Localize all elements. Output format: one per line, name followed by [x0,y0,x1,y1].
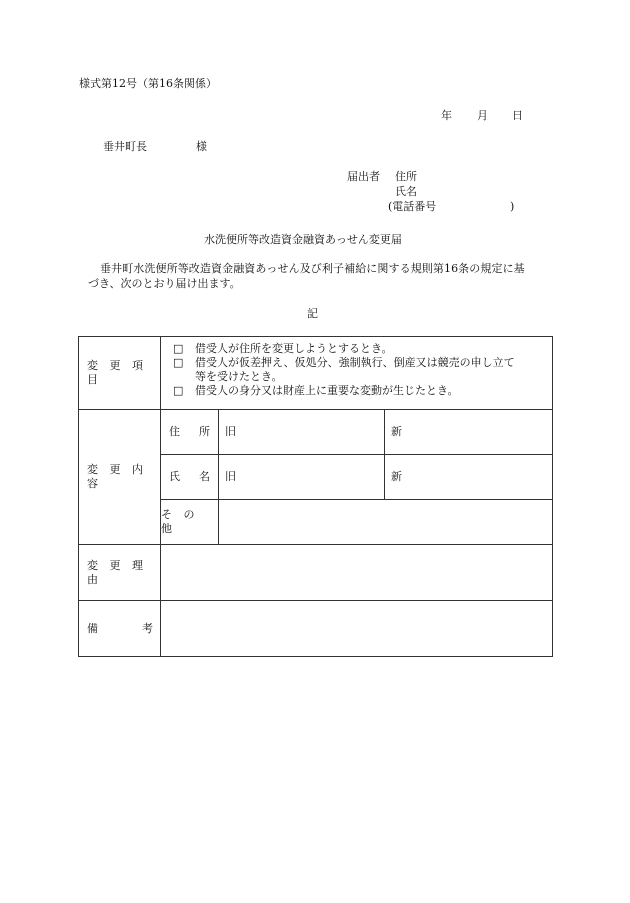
old-label: 旧 [225,470,236,483]
date-month: 月 [477,109,488,122]
remarks-label-b: 考 [142,621,153,635]
reason-row [79,545,553,601]
remarks-label [79,601,161,657]
date-day: 日 [512,109,523,122]
applicant-address-label: 住所 [395,170,417,183]
option-text: 借受人の身分又は財産上に重要な変動が生じたとき。 [195,384,459,397]
option-legal-action[interactable] [173,356,552,370]
new-label: 新 [391,425,402,438]
option-status-change[interactable] [173,384,552,398]
address-row [79,410,553,455]
date-year: 年 [441,109,452,122]
ki-heading: 記 [307,307,318,320]
name-sub-label [161,455,219,500]
option-text: 借受人が住所を変更しようとするとき。 [195,342,393,355]
name-new-cell[interactable] [385,455,553,500]
name-sub-label-a: 氏 [169,470,180,483]
change-items-options [161,337,553,410]
option-address-change[interactable] [173,342,552,356]
body-text-line1: 垂井町水洗便所等改造資金融資あっせん及び利子補給に関する規則第16条の規定に基 [100,262,525,275]
other-sub-label: そ の 他 [161,500,219,545]
remarks-cell[interactable] [161,601,553,657]
name-old-cell[interactable] [219,455,385,500]
body-text-line2: づき、次のとおり届け出ます。 [88,277,241,290]
option-text-continued: 等を受けたとき。 [195,370,283,383]
new-label: 新 [391,470,402,483]
old-label: 旧 [225,425,236,438]
change-items-row [79,337,553,410]
name-sub-label-b: 名 [199,470,210,483]
remarks-label-a: 備 [87,621,98,635]
change-items-label: 変 更 項 目 [79,337,161,410]
change-form-table [78,336,553,657]
checkbox-icon[interactable]: □ [173,342,184,355]
applicant-phone-label: (電話番号 [388,200,437,213]
checkbox-icon[interactable]: □ [173,356,184,369]
form-number: 様式第12号（第16条関係） [79,77,217,90]
addressee-honorific: 様 [196,140,207,153]
option-text: 借受人が仮差押え、仮処分、強制執行、倒産又は競売の申し立て [195,356,515,369]
applicant-label: 届出者 [347,170,380,183]
change-reason-label: 変 更 理 由 [79,545,161,601]
addressee-name: 垂井町長 [103,140,147,153]
checkbox-icon[interactable]: □ [173,384,184,397]
change-content-label: 変 更 内 容 [79,410,161,545]
document-title: 水洗便所等改造資金融資あっせん変更届 [204,233,402,246]
change-reason-cell[interactable] [161,545,553,601]
address-sub-label [161,410,219,455]
applicant-phone-close: ) [510,200,515,213]
address-sub-label-a: 住 [169,425,180,438]
address-old-cell[interactable] [219,410,385,455]
remarks-row [79,601,553,657]
other-cell[interactable] [219,500,553,545]
applicant-name-label: 氏名 [395,185,417,198]
address-sub-label-b: 所 [199,425,210,438]
address-new-cell[interactable] [385,410,553,455]
